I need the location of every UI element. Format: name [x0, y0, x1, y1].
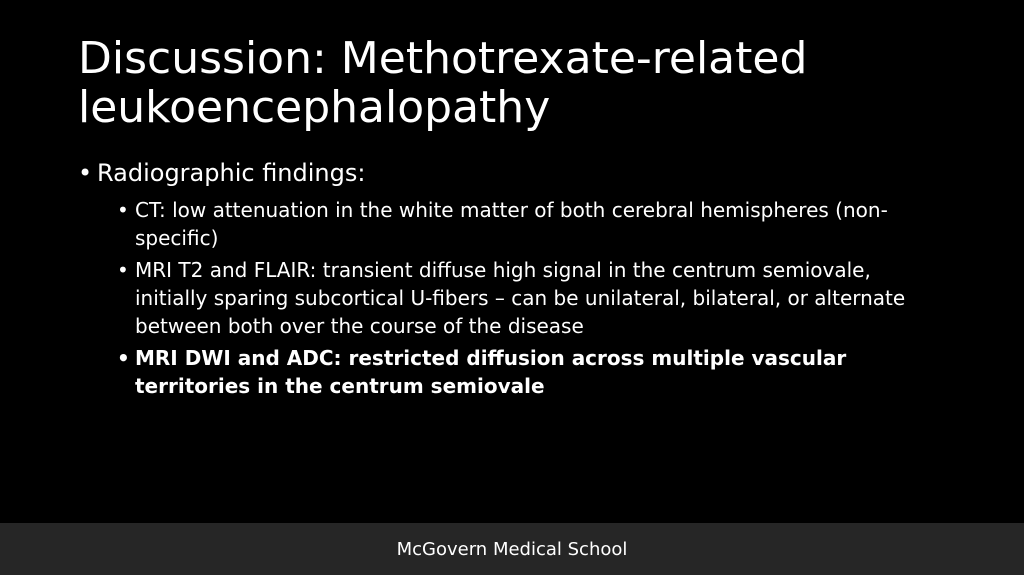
sub-bullet-mri-t2-flair	[117, 256, 945, 340]
bullet-dot: •	[117, 346, 130, 370]
slide-content	[78, 158, 958, 404]
sub-bullet-text: CT: low attenuation in the white matter of both cerebral hemispheres (non-specific)	[135, 198, 888, 250]
slide-title: Discussion: Methotrexate-related leukoencephalopathy	[78, 33, 808, 133]
sub-bullet-ct	[117, 196, 945, 252]
main-bullet-item	[78, 158, 958, 188]
sub-bullet-text: MRI DWI and ADC: restricted diffusion across multiple vascular territories in the centrum semiovale	[135, 346, 847, 398]
footer-bar	[0, 523, 1024, 575]
sub-bullet-mri-dwi-adc	[117, 344, 945, 400]
main-bullet-text: Radiographic findings:	[97, 159, 366, 187]
sub-bullet-list	[78, 196, 958, 400]
bullet-dot: •	[117, 258, 129, 282]
sub-bullet-text: MRI T2 and FLAIR: transient diffuse high signal in the centrum semiovale, initially sparing subcortical U-fibers – can be unilateral, bilateral, or alternate between both over the course of the disease	[135, 258, 906, 338]
bullet-dot: •	[117, 198, 129, 222]
bullet-dot: •	[78, 159, 93, 187]
footer-text: McGovern Medical School	[396, 538, 628, 560]
